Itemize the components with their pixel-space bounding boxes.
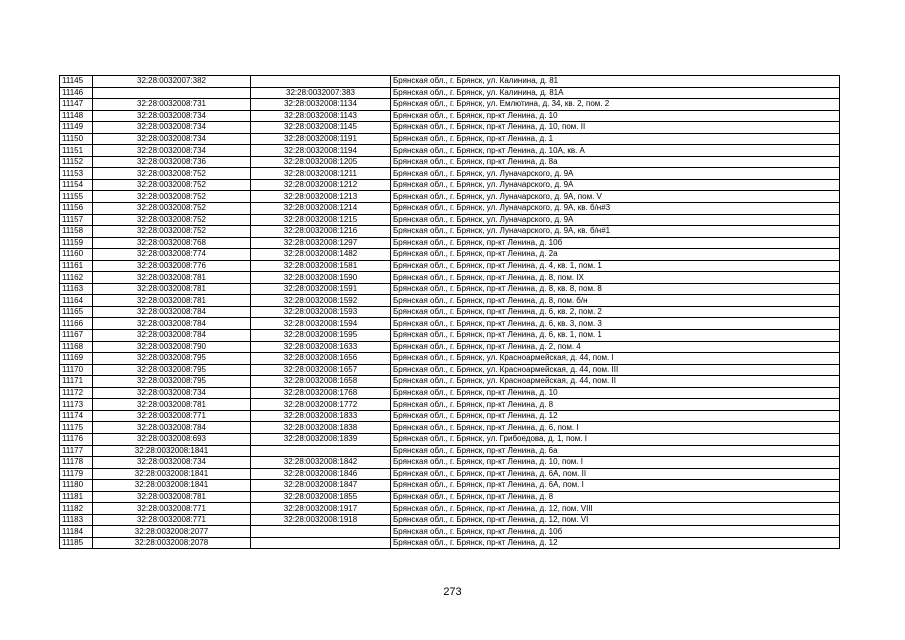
parcel-cadastral-number-cell: 32:28:0032008:1841 xyxy=(93,445,251,457)
parcel-cadastral-number-cell: 32:28:0032008:734 xyxy=(93,133,251,145)
object-cadastral-number-cell: 32:28:0032008:1633 xyxy=(251,341,391,353)
address-cell: Брянская обл., г. Брянск, ул. Емлютина, д. 34, кв. 2, пом. 2 xyxy=(391,99,840,111)
address-cell: Брянская обл., г. Брянск, ул. Калинина, д. 81А xyxy=(391,87,840,99)
object-cadastral-number-cell: 32:28:0032008:1297 xyxy=(251,237,391,249)
address-cell: Брянская обл., г. Брянск, пр-кт Ленина, д. 8, пом. IX xyxy=(391,272,840,284)
parcel-cadastral-number-cell: 32:28:0032008:734 xyxy=(93,457,251,469)
parcel-cadastral-number-cell: 32:28:0032008:771 xyxy=(93,410,251,422)
object-cadastral-number-cell: 32:28:0032008:1581 xyxy=(251,260,391,272)
registry-table-body xyxy=(60,76,840,549)
object-cadastral-number-cell xyxy=(251,537,391,549)
address-cell: Брянская обл., г. Брянск, пр-кт Ленина, д. 12, пом. VIII xyxy=(391,503,840,515)
row-number-cell: 11152 xyxy=(60,156,93,168)
parcel-cadastral-number-cell: 32:28:0032008:768 xyxy=(93,237,251,249)
parcel-cadastral-number-cell xyxy=(93,87,251,99)
object-cadastral-number-cell: 32:28:0032008:1658 xyxy=(251,376,391,388)
object-cadastral-number-cell: 32:28:0032008:1590 xyxy=(251,272,391,284)
table-row xyxy=(60,422,840,434)
table-row xyxy=(60,133,840,145)
table-row xyxy=(60,537,840,549)
object-cadastral-number-cell: 32:28:0032008:1216 xyxy=(251,226,391,238)
table-row xyxy=(60,110,840,122)
table-row xyxy=(60,191,840,203)
row-number-cell: 11159 xyxy=(60,237,93,249)
row-number-cell: 11184 xyxy=(60,526,93,538)
object-cadastral-number-cell: 32:28:0032008:1205 xyxy=(251,156,391,168)
row-number-cell: 11157 xyxy=(60,214,93,226)
address-cell: Брянская обл., г. Брянск, пр-кт Ленина, д. 10 xyxy=(391,110,840,122)
table-row xyxy=(60,468,840,480)
table-row xyxy=(60,341,840,353)
table-row xyxy=(60,76,840,88)
table-row xyxy=(60,249,840,261)
object-cadastral-number-cell: 32:28:0032008:1917 xyxy=(251,503,391,515)
parcel-cadastral-number-cell: 32:28:0032008:776 xyxy=(93,260,251,272)
row-number-cell: 11183 xyxy=(60,514,93,526)
parcel-cadastral-number-cell: 32:28:0032008:781 xyxy=(93,295,251,307)
object-cadastral-number-cell: 32:28:0032007:383 xyxy=(251,87,391,99)
registry-table xyxy=(59,75,840,549)
table-row xyxy=(60,237,840,249)
parcel-cadastral-number-cell: 32:28:0032008:790 xyxy=(93,341,251,353)
row-number-cell: 11163 xyxy=(60,283,93,295)
address-cell: Брянская обл., г. Брянск, ул. Калинина, д. 81 xyxy=(391,76,840,88)
address-cell: Брянская обл., г. Брянск, пр-кт Ленина, д. 4, кв. 1, пом. 1 xyxy=(391,260,840,272)
row-number-cell: 11146 xyxy=(60,87,93,99)
table-row xyxy=(60,87,840,99)
row-number-cell: 11168 xyxy=(60,341,93,353)
address-cell: Брянская обл., г. Брянск, пр-кт Ленина, д. 6, кв. 2, пом. 2 xyxy=(391,306,840,318)
address-cell: Брянская обл., г. Брянск, ул. Луначарского, д. 9А xyxy=(391,168,840,180)
parcel-cadastral-number-cell: 32:28:0032008:734 xyxy=(93,122,251,134)
parcel-cadastral-number-cell: 32:28:0032008:795 xyxy=(93,353,251,365)
table-row xyxy=(60,387,840,399)
object-cadastral-number-cell: 32:28:0032008:1768 xyxy=(251,387,391,399)
parcel-cadastral-number-cell: 32:28:0032008:734 xyxy=(93,387,251,399)
address-cell: Брянская обл., г. Брянск, пр-кт Ленина, д. 1 xyxy=(391,133,840,145)
parcel-cadastral-number-cell: 32:28:0032008:752 xyxy=(93,191,251,203)
row-number-cell: 11151 xyxy=(60,145,93,157)
row-number-cell: 11160 xyxy=(60,249,93,261)
table-row xyxy=(60,226,840,238)
row-number-cell: 11171 xyxy=(60,376,93,388)
address-cell: Брянская обл., г. Брянск, пр-кт Ленина, д. 10б xyxy=(391,237,840,249)
row-number-cell: 11172 xyxy=(60,387,93,399)
address-cell: Брянская обл., г. Брянск, пр-кт Ленина, д. 8 xyxy=(391,399,840,411)
table-row xyxy=(60,503,840,515)
table-row xyxy=(60,306,840,318)
parcel-cadastral-number-cell: 32:28:0032008:752 xyxy=(93,203,251,215)
object-cadastral-number-cell: 32:28:0032008:1191 xyxy=(251,133,391,145)
object-cadastral-number-cell xyxy=(251,445,391,457)
object-cadastral-number-cell: 32:28:0032008:1134 xyxy=(251,99,391,111)
address-cell: Брянская обл., г. Брянск, ул. Красноармейская, д. 44, пом. III xyxy=(391,364,840,376)
table-row xyxy=(60,156,840,168)
object-cadastral-number-cell xyxy=(251,76,391,88)
table-row xyxy=(60,491,840,503)
object-cadastral-number-cell: 32:28:0032008:1855 xyxy=(251,491,391,503)
address-cell: Брянская обл., г. Брянск, пр-кт Ленина, д. 6, кв. 1, пом. 1 xyxy=(391,330,840,342)
parcel-cadastral-number-cell: 32:28:0032008:784 xyxy=(93,422,251,434)
parcel-cadastral-number-cell: 32:28:0032008:771 xyxy=(93,514,251,526)
row-number-cell: 11167 xyxy=(60,330,93,342)
row-number-cell: 11182 xyxy=(60,503,93,515)
row-number-cell: 11149 xyxy=(60,122,93,134)
object-cadastral-number-cell: 32:28:0032008:1214 xyxy=(251,203,391,215)
object-cadastral-number-cell: 32:28:0032008:1847 xyxy=(251,480,391,492)
parcel-cadastral-number-cell: 32:28:0032008:734 xyxy=(93,145,251,157)
row-number-cell: 11174 xyxy=(60,410,93,422)
row-number-cell: 11185 xyxy=(60,537,93,549)
object-cadastral-number-cell: 32:28:0032008:1143 xyxy=(251,110,391,122)
table-row xyxy=(60,145,840,157)
row-number-cell: 11147 xyxy=(60,99,93,111)
parcel-cadastral-number-cell: 32:28:0032008:781 xyxy=(93,399,251,411)
object-cadastral-number-cell: 32:28:0032008:1591 xyxy=(251,283,391,295)
row-number-cell: 11166 xyxy=(60,318,93,330)
table-row xyxy=(60,283,840,295)
table-row xyxy=(60,99,840,111)
parcel-cadastral-number-cell: 32:28:0032008:784 xyxy=(93,318,251,330)
parcel-cadastral-number-cell: 32:28:0032007:382 xyxy=(93,76,251,88)
address-cell: Брянская обл., г. Брянск, пр-кт Ленина, д. 10, пом. I xyxy=(391,457,840,469)
row-number-cell: 11145 xyxy=(60,76,93,88)
parcel-cadastral-number-cell: 32:28:0032008:1841 xyxy=(93,468,251,480)
address-cell: Брянская обл., г. Брянск, пр-кт Ленина, д. 6А, пом. II xyxy=(391,468,840,480)
address-cell: Брянская обл., г. Брянск, ул. Луначарского, д. 9А xyxy=(391,214,840,226)
object-cadastral-number-cell: 32:28:0032008:1656 xyxy=(251,353,391,365)
object-cadastral-number-cell: 32:28:0032008:1215 xyxy=(251,214,391,226)
parcel-cadastral-number-cell: 32:28:0032008:781 xyxy=(93,283,251,295)
row-number-cell: 11177 xyxy=(60,445,93,457)
address-cell: Брянская обл., г. Брянск, ул. Луначарского, д. 9А xyxy=(391,179,840,191)
address-cell: Брянская обл., г. Брянск, ул. Красноармейская, д. 44, пом. II xyxy=(391,376,840,388)
address-cell: Брянская обл., г. Брянск, пр-кт Ленина, д. 10 xyxy=(391,387,840,399)
table-row xyxy=(60,410,840,422)
row-number-cell: 11179 xyxy=(60,468,93,480)
address-cell: Брянская обл., г. Брянск, пр-кт Ленина, д. 8а xyxy=(391,156,840,168)
object-cadastral-number-cell: 32:28:0032008:1657 xyxy=(251,364,391,376)
table-row xyxy=(60,514,840,526)
row-number-cell: 11161 xyxy=(60,260,93,272)
address-cell: Брянская обл., г. Брянск, пр-кт Ленина, д. 2а xyxy=(391,249,840,261)
address-cell: Брянская обл., г. Брянск, пр-кт Ленина, д. 12 xyxy=(391,537,840,549)
address-cell: Брянская обл., г. Брянск, ул. Красноармейская, д. 44, пом. I xyxy=(391,353,840,365)
object-cadastral-number-cell: 32:28:0032008:1592 xyxy=(251,295,391,307)
address-cell: Брянская обл., г. Брянск, ул. Луначарского, д. 9А, пом. V xyxy=(391,191,840,203)
address-cell: Брянская обл., г. Брянск, ул. Луначарского, д. 9А, кв. б/н#3 xyxy=(391,203,840,215)
object-cadastral-number-cell: 32:28:0032008:1772 xyxy=(251,399,391,411)
row-number-cell: 11153 xyxy=(60,168,93,180)
row-number-cell: 11178 xyxy=(60,457,93,469)
object-cadastral-number-cell: 32:28:0032008:1846 xyxy=(251,468,391,480)
table-row xyxy=(60,179,840,191)
object-cadastral-number-cell: 32:28:0032008:1145 xyxy=(251,122,391,134)
table-row xyxy=(60,445,840,457)
parcel-cadastral-number-cell: 32:28:0032008:795 xyxy=(93,376,251,388)
address-cell: Брянская обл., г. Брянск, пр-кт Ленина, д. 12 xyxy=(391,410,840,422)
object-cadastral-number-cell: 32:28:0032008:1839 xyxy=(251,433,391,445)
row-number-cell: 11155 xyxy=(60,191,93,203)
row-number-cell: 11181 xyxy=(60,491,93,503)
row-number-cell: 11165 xyxy=(60,306,93,318)
object-cadastral-number-cell: 32:28:0032008:1593 xyxy=(251,306,391,318)
table-row xyxy=(60,457,840,469)
table-row xyxy=(60,526,840,538)
row-number-cell: 11175 xyxy=(60,422,93,434)
table-row xyxy=(60,214,840,226)
parcel-cadastral-number-cell: 32:28:0032008:784 xyxy=(93,330,251,342)
address-cell: Брянская обл., г. Брянск, пр-кт Ленина, д. 8 xyxy=(391,491,840,503)
parcel-cadastral-number-cell: 32:28:0032008:784 xyxy=(93,306,251,318)
object-cadastral-number-cell: 32:28:0032008:1838 xyxy=(251,422,391,434)
row-number-cell: 11180 xyxy=(60,480,93,492)
table-row xyxy=(60,399,840,411)
row-number-cell: 11169 xyxy=(60,353,93,365)
address-cell: Брянская обл., г. Брянск, пр-кт Ленина, д. 10А, кв. А xyxy=(391,145,840,157)
row-number-cell: 11173 xyxy=(60,399,93,411)
address-cell: Брянская обл., г. Брянск, пр-кт Ленина, д. 8, пом. б/н xyxy=(391,295,840,307)
table-row xyxy=(60,318,840,330)
row-number-cell: 11164 xyxy=(60,295,93,307)
row-number-cell: 11162 xyxy=(60,272,93,284)
table-row xyxy=(60,433,840,445)
object-cadastral-number-cell: 32:28:0032008:1213 xyxy=(251,191,391,203)
parcel-cadastral-number-cell: 32:28:0032008:752 xyxy=(93,179,251,191)
address-cell: Брянская обл., г. Брянск, пр-кт Ленина, д. 6а xyxy=(391,445,840,457)
address-cell: Брянская обл., г. Брянск, пр-кт Ленина, д. 8, кв. 8, пом. 8 xyxy=(391,283,840,295)
table-row xyxy=(60,295,840,307)
table-row xyxy=(60,260,840,272)
parcel-cadastral-number-cell: 32:28:0032008:752 xyxy=(93,214,251,226)
parcel-cadastral-number-cell: 32:28:0032008:781 xyxy=(93,491,251,503)
address-cell: Брянская обл., г. Брянск, пр-кт Ленина, д. 10, пом. II xyxy=(391,122,840,134)
parcel-cadastral-number-cell: 32:28:0032008:734 xyxy=(93,110,251,122)
row-number-cell: 11150 xyxy=(60,133,93,145)
parcel-cadastral-number-cell: 32:28:0032008:693 xyxy=(93,433,251,445)
parcel-cadastral-number-cell: 32:28:0032008:1841 xyxy=(93,480,251,492)
table-row xyxy=(60,480,840,492)
object-cadastral-number-cell: 32:28:0032008:1842 xyxy=(251,457,391,469)
object-cadastral-number-cell: 32:28:0032008:1212 xyxy=(251,179,391,191)
table-row xyxy=(60,364,840,376)
address-cell: Брянская обл., г. Брянск, пр-кт Ленина, д. 2, пом. 4 xyxy=(391,341,840,353)
address-cell: Брянская обл., г. Брянск, ул. Луначарского, д. 9А, кв. б/н#1 xyxy=(391,226,840,238)
parcel-cadastral-number-cell: 32:28:0032008:736 xyxy=(93,156,251,168)
address-cell: Брянская обл., г. Брянск, ул. Грибоедова, д. 1, пом. I xyxy=(391,433,840,445)
parcel-cadastral-number-cell: 32:28:0032008:795 xyxy=(93,364,251,376)
page-number: 273 xyxy=(443,586,462,598)
parcel-cadastral-number-cell: 32:28:0032008:731 xyxy=(93,99,251,111)
row-number-cell: 11154 xyxy=(60,179,93,191)
address-cell: Брянская обл., г. Брянск, пр-кт Ленина, д. 6А, пом. I xyxy=(391,480,840,492)
parcel-cadastral-number-cell: 32:28:0032008:752 xyxy=(93,226,251,238)
object-cadastral-number-cell: 32:28:0032008:1194 xyxy=(251,145,391,157)
table-row xyxy=(60,376,840,388)
parcel-cadastral-number-cell: 32:28:0032008:752 xyxy=(93,168,251,180)
object-cadastral-number-cell xyxy=(251,526,391,538)
table-row xyxy=(60,122,840,134)
row-number-cell: 11148 xyxy=(60,110,93,122)
object-cadastral-number-cell: 32:28:0032008:1918 xyxy=(251,514,391,526)
table-row xyxy=(60,272,840,284)
object-cadastral-number-cell: 32:28:0032008:1833 xyxy=(251,410,391,422)
address-cell: Брянская обл., г. Брянск, пр-кт Ленина, д. 6, пом. I xyxy=(391,422,840,434)
parcel-cadastral-number-cell: 32:28:0032008:2077 xyxy=(93,526,251,538)
object-cadastral-number-cell: 32:28:0032008:1482 xyxy=(251,249,391,261)
object-cadastral-number-cell: 32:28:0032008:1594 xyxy=(251,318,391,330)
parcel-cadastral-number-cell: 32:28:0032008:771 xyxy=(93,503,251,515)
table-row xyxy=(60,203,840,215)
row-number-cell: 11158 xyxy=(60,226,93,238)
row-number-cell: 11176 xyxy=(60,433,93,445)
table-row xyxy=(60,168,840,180)
address-cell: Брянская обл., г. Брянск, пр-кт Ленина, д. 10б xyxy=(391,526,840,538)
address-cell: Брянская обл., г. Брянск, пр-кт Ленина, д. 12, пом. VI xyxy=(391,514,840,526)
parcel-cadastral-number-cell: 32:28:0032008:2078 xyxy=(93,537,251,549)
row-number-cell: 11156 xyxy=(60,203,93,215)
object-cadastral-number-cell: 32:28:0032008:1211 xyxy=(251,168,391,180)
table-row xyxy=(60,353,840,365)
parcel-cadastral-number-cell: 32:28:0032008:781 xyxy=(93,272,251,284)
parcel-cadastral-number-cell: 32:28:0032008:774 xyxy=(93,249,251,261)
object-cadastral-number-cell: 32:28:0032008:1595 xyxy=(251,330,391,342)
address-cell: Брянская обл., г. Брянск, пр-кт Ленина, д. 6, кв. 3, пом. 3 xyxy=(391,318,840,330)
row-number-cell: 11170 xyxy=(60,364,93,376)
table-row xyxy=(60,330,840,342)
